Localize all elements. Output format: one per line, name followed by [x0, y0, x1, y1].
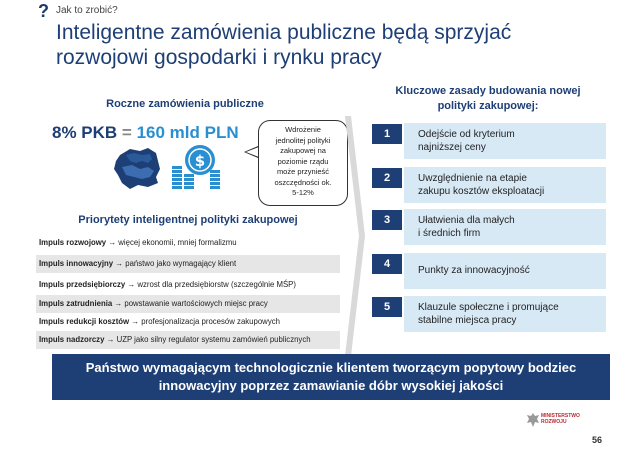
- principle-line-1: Klauzule społeczne i promujące: [418, 302, 559, 313]
- chevron-divider: [345, 116, 365, 356]
- principle-line-2: najniższej ceny: [418, 142, 486, 153]
- callout-line: może przynieść: [276, 167, 330, 176]
- savings-callout: [258, 120, 348, 206]
- principle-line-2: i średnich firm: [418, 228, 481, 239]
- callout-line: zakupowej na: [280, 146, 326, 155]
- principle-number: 5: [372, 297, 402, 317]
- title-line-2: rozwojowi gospodarki i rynku pracy: [56, 46, 382, 69]
- principle-line-2: stabilne miejsca pracy: [418, 315, 517, 326]
- principle-number: 2: [372, 168, 402, 188]
- ministry-line-1: MINISTERSTWO: [541, 413, 580, 419]
- arrow-icon: →: [131, 317, 140, 326]
- impulse-desc: więcej ekonomii, mniej formalizmu: [118, 238, 237, 247]
- impulse-row: [36, 276, 340, 294]
- arrow-icon: →: [108, 238, 117, 247]
- arrow-icon: →: [114, 299, 123, 308]
- impulse-desc: profesjonalizacja procesów zakupowych: [141, 317, 280, 326]
- impulse-name: Impuls zatrudnienia: [39, 299, 113, 308]
- section-subtitle: Jak to zrobić?: [56, 5, 118, 16]
- principle-line-2: zakupu kosztów eksploatacji: [418, 186, 545, 197]
- banner-line-1: Państwo wymagającym technologicznie klientem tworzącym popytowy bodziec: [85, 360, 577, 375]
- callout-line: poziomie rządu: [277, 156, 329, 166]
- impulse-desc: państwo jako wymagający klient: [125, 259, 237, 268]
- page-number: 56: [592, 435, 603, 445]
- arrow-icon: →: [115, 259, 124, 268]
- impulse-name: Impuls innowacyjny: [39, 259, 114, 268]
- principle-number: 3: [372, 210, 402, 230]
- impulse-name: Impuls przedsiębiorczy: [39, 280, 126, 289]
- impulse-name: Impuls rozwojowy: [39, 238, 107, 247]
- principle-line-1: Uwzględnienie na etapie: [418, 173, 527, 184]
- question-mark-icon: ?: [38, 1, 49, 21]
- kpi-equals: =: [121, 123, 132, 142]
- principle-line-1: Punkty za innowacyjność: [418, 265, 530, 276]
- impulse-row: [36, 313, 340, 331]
- impulse-row: [36, 234, 340, 252]
- principle-line-1: Ułatwienia dla małych: [418, 215, 515, 226]
- arrow-icon: →: [127, 280, 136, 289]
- principle-line-1: Odejście od kryterium: [418, 129, 515, 140]
- callout-line: oszczędności ok.: [274, 177, 332, 187]
- principle-item: [404, 253, 606, 289]
- summary-banner: [52, 354, 610, 400]
- principle-item: [404, 296, 606, 332]
- ministry-line-2: ROZWOJU: [541, 419, 567, 425]
- impulse-row: [36, 295, 340, 313]
- principle-number: 1: [372, 124, 402, 144]
- impulse-row: [36, 255, 340, 273]
- impulse-name: Impuls nadzorczy: [39, 335, 105, 344]
- principles-heading-line-1: Kluczowe zasady budowania nowej: [395, 85, 581, 97]
- ministry-logo-text: [541, 413, 580, 425]
- svg-text:$: $: [194, 152, 206, 170]
- impulse-name: Impuls redukcji kosztów: [39, 317, 130, 326]
- impulse-row: [36, 331, 340, 349]
- callout-line: 5-12%: [292, 188, 314, 197]
- callout-line: Wdrożenie: [285, 125, 321, 134]
- kpi-pkb: 8% PKB: [52, 123, 118, 142]
- page-title: [56, 20, 616, 70]
- title-line-1: Inteligentne zamówienia publiczne będą sprzyjać: [56, 21, 512, 44]
- priorities-heading: Priorytety inteligentnej polityki zakupowej: [78, 214, 298, 226]
- callout-line: jednolitej polityki: [275, 135, 331, 145]
- annual-procurement-heading: Roczne zamówienia publiczne: [106, 98, 264, 110]
- principle-item: [404, 209, 606, 245]
- principle-item: [404, 167, 606, 203]
- poland-map-icon: [112, 145, 162, 191]
- principles-heading: [368, 84, 608, 114]
- kpi-pln: 160 mld PLN: [136, 123, 239, 142]
- impulse-desc: UZP jako silny regulator systemu zamówień publicznych: [116, 335, 311, 344]
- principle-number: 4: [372, 254, 402, 274]
- impulse-desc: wzrost dla przedsiębiorstw (szczególnie MŚP): [137, 280, 296, 289]
- money-coins-icon: [170, 138, 226, 192]
- banner-line-2: innowacyjny poprzez zamawianie dóbr wysokiej jakości: [158, 378, 504, 393]
- principle-item: [404, 123, 606, 159]
- principles-heading-line-2: polityki zakupowej:: [437, 100, 539, 112]
- arrow-icon: →: [106, 335, 115, 344]
- eagle-emblem-icon: [526, 412, 540, 428]
- impulse-desc: powstawanie wartościowych miejsc pracy: [124, 299, 268, 308]
